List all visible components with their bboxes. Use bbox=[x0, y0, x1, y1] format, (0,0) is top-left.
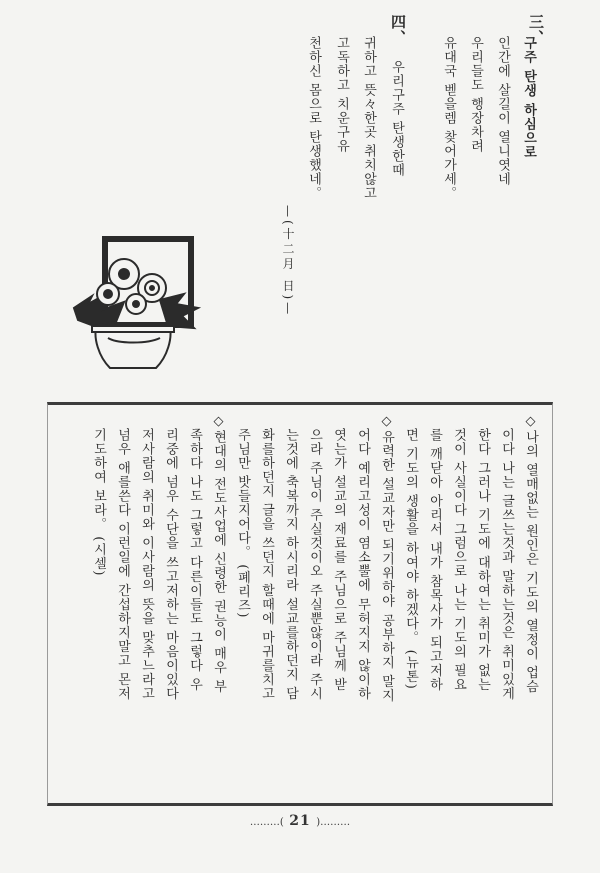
page-number: 21 bbox=[289, 813, 311, 829]
quote-column: 한다 그러나 기도에 대하여는 취미가 없는 bbox=[475, 428, 490, 692]
stanza-3-number: 三、 bbox=[527, 14, 545, 46]
stanza-4-line-2: 귀하고 뜻々한곳 취치않고 bbox=[361, 36, 376, 201]
quote-column: ◇유력한 설교자만 되기위하야 공부하지 말지 bbox=[379, 414, 394, 703]
stanza-3-line-3: 우리들도 행장차려 bbox=[468, 36, 483, 154]
stanza-3-line-4: 유대국 벧을렘 찾어가세。 bbox=[441, 36, 456, 201]
quote-column: 으라 주님이 주실것이오 주실뿐않이라 주시 bbox=[307, 428, 322, 701]
stanza-4-number: 四、 bbox=[389, 14, 407, 46]
page-number-footer bbox=[0, 813, 600, 829]
quote-column: ◇나의 열매없는 원인은 기도의 열정이 업슴 bbox=[523, 414, 538, 694]
stanza-4-line-4: 천하신 몸으로 탄생했네。 bbox=[306, 36, 321, 201]
stanza-3-line-2: 인간에 살길이 열니엿네 bbox=[495, 36, 510, 187]
date-note: —(十二月 日)— bbox=[281, 205, 295, 318]
stanza-4-line-3: 고독하고 치운구유 bbox=[334, 36, 349, 154]
quote-column: 이다 나는 글쓰는것과 말하는것은 취미있게 bbox=[499, 428, 514, 701]
quote-column: 는것에 축복까지 하시리라 설교를하던지 담 bbox=[283, 428, 298, 701]
quote-column: 면 기도의 생활을 하여야 하겠다。 (뉴톤) bbox=[403, 428, 418, 690]
quote-column: 리중에 넘우 수단을 쓰고저하는 마음이있다 bbox=[163, 428, 178, 701]
quote-column: 화를하던지 글을 쓰던지 할때에 마귀를치고 bbox=[259, 428, 274, 701]
quote-column: 를 깨닫아 아리서 내가 참목사가 되고저하 bbox=[427, 428, 442, 692]
footer-left-dots: ………( bbox=[249, 817, 284, 828]
footer-right-dots: )……… bbox=[316, 817, 351, 828]
flower-pot-illustration bbox=[64, 230, 204, 380]
quote-column: 넘우 애를쓴다 이런일에 간섭하지말고 몬저 bbox=[115, 428, 130, 701]
quote-column: 엿는가 설교의 재료를 주님으로 주님께 받 bbox=[331, 428, 346, 692]
quote-column: 어다 예리고성이 염소뿔에 무허지지 않이하 bbox=[355, 428, 370, 701]
stanza-3-line-1: 구주 탄생 하심으로 bbox=[521, 36, 536, 160]
quote-column: 것이 사실이다 그럼으로 나는 기도의 필요 bbox=[451, 428, 466, 692]
quote-column: 족하다 나도 그렇고 다른이들도 그렇다 우 bbox=[187, 428, 202, 692]
stanza-4-line-1: 우리구주 탄생한때 bbox=[389, 60, 404, 178]
quote-column: 주님만 밧들지어다。 (폐리즈) bbox=[235, 428, 250, 619]
quote-column: ◇현대의 전도사업에 신령한 권능이 매우 부 bbox=[211, 414, 226, 694]
quote-column: 기도하여 보라。 (시셀) bbox=[91, 428, 106, 577]
quote-column: 저사람의 취미와 이사람의 뜻을 맞추느라고 bbox=[139, 428, 154, 701]
